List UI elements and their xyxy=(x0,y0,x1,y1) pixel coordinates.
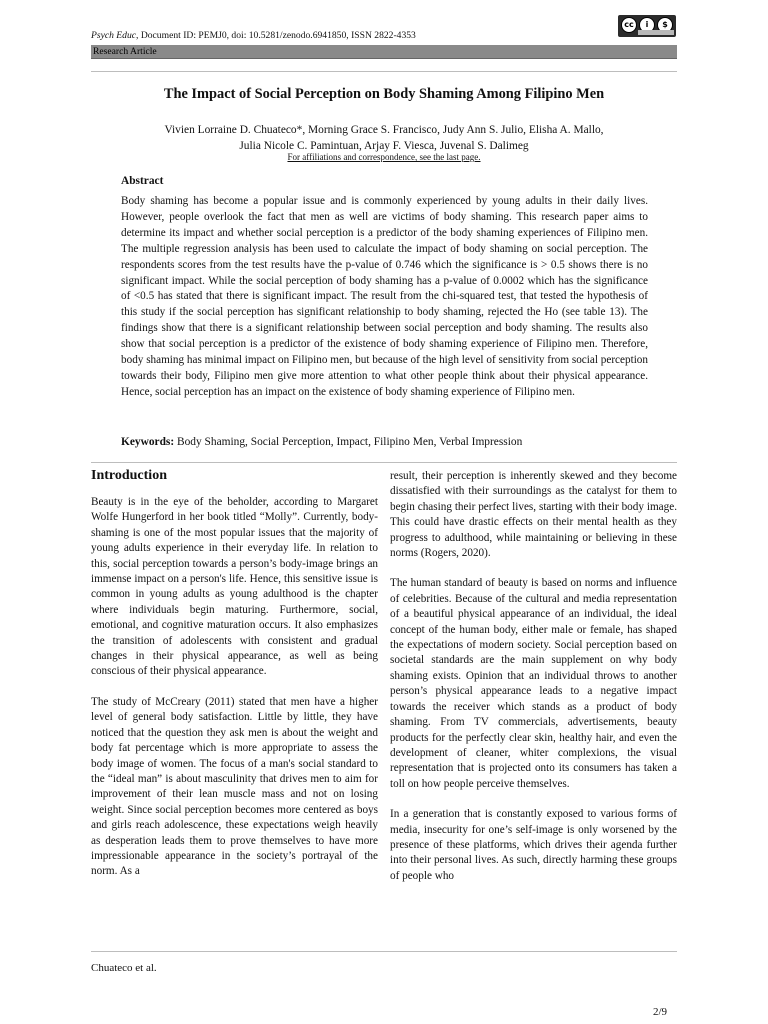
author-line-1: Vivien Lorraine D. Chuateco*, Morning Grace S. Francisco, Judy Ann S. Julio, Elisha A. Mallo, xyxy=(164,124,604,136)
paper-title: The Impact of Social Perception on Body Shaming Among Filipino Men xyxy=(163,86,605,102)
intro-paragraph: Beauty is in the eye of the beholder, according to Margaret Wolfe Hungerford in her book titled “Molly”. Currently, body-shaming is one of the most popular issues that the majority of young adults experience in their everyday life. In relation to this, social perception towards a person’s body-image brings an immense impact on a person's life. Hence, this sensitive issue is common in young adults as young adulthood is the chapter where individuals begin maturing. Furthermore, social, emotional, and cognitive maturation occurs. It also emphasizes the transition of adolescents with consistent and gradual changes in their physical appearance, as well as being conscious of their physical appearance. xyxy=(91,496,378,678)
section-rule xyxy=(91,462,677,463)
affiliations-link[interactable]: For affiliations and correspondence, see the last page. xyxy=(287,152,481,162)
keywords-label: Keywords: xyxy=(121,436,175,448)
keywords-text: Body Shaming, Social Perception, Impact, Filipino Men, Verbal Impression xyxy=(174,436,523,448)
abstract-text: Body shaming has become a popular issue and is commonly experienced by young adults in their daily lives. However, people overlook the fact that men as well are victims of body shaming. This research paper aims to determine its impact and whether social perception is a predictor of the body shaming experiences of Filipino men. The multiple regression analysis has been used to calculate the impact of body shaming on social perception. The respondents scores from the test results have the p-value of 0.746 which the significance is > 0.5 shows there is no significant impact. While the social perception of body shaming has a p-value of 0.0002 which has the significance of <0.5 has stated that there is significant impact. The result from the chi-squared test, that tested the hypothesis of this study if the social perception has significant relationship to body shaming, rejected the Ho (see table 13). The findings show that there is a significant relationship between social perception and body shaming. The results also show that social perception is a predictor of the existence of body shaming experience of Filipino men. Therefore, body shaming has minimal impact on Filipino men, but because of the high level of sensitivity from social perception towards their body, Filipino men give more attention to what other people think about their physical appearance. Hence, social perception has an impact on the existence of body shaming experience of Filipino men. xyxy=(121,195,648,398)
creative-commons-by-nc-icon xyxy=(618,15,676,37)
article-type: Research Article xyxy=(93,46,157,57)
cc-icon: cc xyxy=(621,17,637,33)
left-column xyxy=(91,495,378,895)
page-number: 2/9 xyxy=(653,1006,668,1018)
intro-paragraph: The study of McCreary (2011) stated that men have a higher level of general body satisfaction. Little by little, they have noticed that the question they ask men is about the weight and body fat percentage which is more appropriate to assess the body image of women. The focus of a man's social standard to the “ideal man” is about masculinity that drives men to aim for improvement of their lean muscle mass and not on losing weight. Since social perception becomes more centered as boys and girls reach adolescence, these expectations weigh heavily as desperation leads them to prove themselves to have more impressionable appearance in the society’s portrayal of the norm. As a xyxy=(91,695,378,878)
intro-paragraph: result, their perception is inherently skewed and they become dissatisfied with their surroundings as the catalyst for them to begin chasing their perfect lives, starting with their body image. This could have drastic effects on their mental health as they progress to adulthood, while maintaining or believing in these norms (Rogers, 2020). xyxy=(390,470,677,560)
intro-paragraph: In a generation that is constantly exposed to various forms of media, insecurity for one’s self-image is only worsened by the presence of these platforms, which drives their agenda further into their personal lives. As such, directly harming these groups of people who xyxy=(390,808,677,882)
author-line-2: Julia Nicole C. Pamintuan, Arjay F. Viesca, Juvenal S. Dalimeg xyxy=(239,140,529,152)
footer-authors: Chuateco et al. xyxy=(91,962,157,974)
abstract-heading: Abstract xyxy=(121,175,164,187)
intro-paragraph: The human standard of beauty is based on norms and influence of celebrities. Because of the cultural and media representation of a beautiful physical appearance of an individual, the ideal concept of the human body, either male or female, has shaped the expectations of modern society. Social perception based on societal standards are the main supplement on why body shaming exists. Opinion that an individual throws to another person’s physical appearance leads to a negative impact towards the receiver which stands as a product of body shaming. From TV commercials, advertisements, beauty products for the perfectly clear skin, healthy hair, and even the development of cleaner, whiter complexions, the visual representation that is projected onto its consumers has taken a toll on how people perceive themselves. xyxy=(390,577,677,790)
author-list xyxy=(91,122,677,154)
keywords xyxy=(121,436,522,448)
header-rule xyxy=(91,71,677,72)
article-type-ribbon xyxy=(91,45,677,59)
right-column xyxy=(390,469,677,899)
introduction-heading: Introduction xyxy=(91,468,167,483)
nc-icon: $ xyxy=(657,17,673,33)
by-icon: i xyxy=(639,17,655,33)
journal-citation: Psych Educ, Document ID: PEMJ0, doi: 10.5281/zenodo.6941850, ISSN 2822-4353 xyxy=(91,30,416,41)
footer-rule xyxy=(91,951,677,952)
